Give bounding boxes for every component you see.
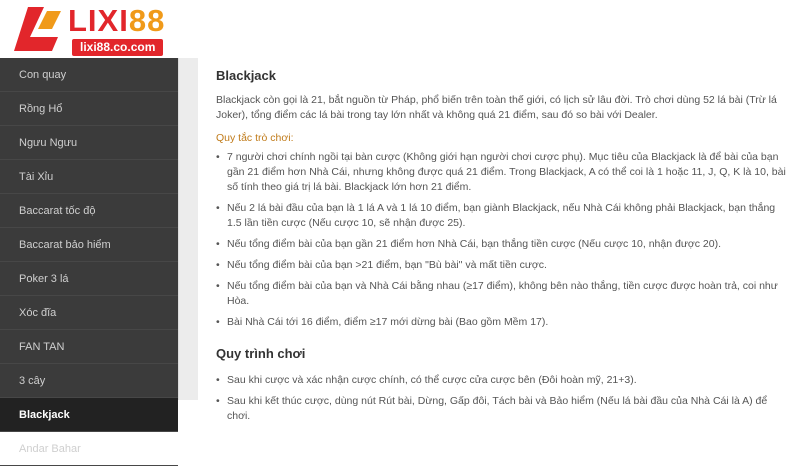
sidebar-item-poker-3-la[interactable]: Poker 3 lá [0, 262, 178, 296]
intro-paragraph: Blackjack còn gọi là 21, bắt nguồn từ Pháp, phổ biến trên toàn thế giới, có lịch sử lâu đời. Trò chơi dùng 52 lá bài (Trừ lá Joker), tổng điểm các lá bài trong tay lớn nhất và không quá 21 điểm, sau đó so bài với Dealer. [216, 94, 777, 121]
list-item: • Nếu 2 lá bài đầu của bạn là 1 lá A và 1 lá 10 điểm, bạn giành Blackjack, nếu Nhà Cái không phải Blackjack, bạn thắng 1.5 lần tiền cược (Nếu cược 10, sẽ nhận được 25). [216, 201, 786, 231]
header [0, 0, 800, 58]
sidebar [0, 58, 178, 455]
sidebar-item-3-cay[interactable]: 3 cây [0, 364, 178, 398]
sidebar-item-tai-xiu[interactable]: Tài Xỉu [0, 160, 178, 194]
logo-url: lixi88.co.com [72, 39, 163, 56]
sidebar-item-baccarat-toc-do[interactable]: Baccarat tốc độ [0, 194, 178, 228]
logo-l-mark-icon [14, 7, 66, 53]
list-item: • Sau khi cược và xác nhận cược chính, có thể cược cửa cược bên (Đôi hoàn mỹ, 21+3). [216, 373, 786, 388]
sidebar-item-fan-tan[interactable]: FAN TAN [0, 330, 178, 364]
sidebar-item-blackjack[interactable]: Blackjack [0, 398, 178, 432]
sidebar-item-nguu-nguu[interactable]: Ngưu Ngưu [0, 126, 178, 160]
logo-brand-red: LIXI [68, 3, 129, 38]
process-title: Quy trình chơi [216, 346, 306, 361]
sidebar-item-rong-ho[interactable]: Rồng Hổ [0, 92, 178, 126]
sidebar-scroll-strip[interactable] [178, 58, 198, 400]
sidebar-item-baccarat-bao-hiem[interactable]: Baccarat bảo hiểm [0, 228, 178, 262]
rules-list [216, 150, 786, 330]
list-item: • 7 người chơi chính ngồi tại bàn cược (Không giới hạn người chơi cược phụ). Mục tiêu của Blackjack là để bài của bạn gần 21 điểm hơn Nhà Cái, nhưng không được quá 21 điểm. Trong Blackjack, A có thể coi là 1 hoặc 11, J, Q, K là 10, bài số tính theo giá trị lá bài. Blackjack lớn hơn 21 điểm. [216, 150, 786, 195]
list-item: • Bài Nhà Cái tới 16 điểm, điểm ≥17 mới dừng bài (Bao gồm Mềm 17). [216, 315, 786, 330]
list-item: • Nếu tổng điểm bài của bạn và Nhà Cái bằng nhau (≥17 điểm), không bên nào thắng, tiền cược được hoàn trả, coi như Hòa. [216, 279, 786, 309]
site-logo[interactable] [14, 5, 214, 55]
logo-brand-num: 88 [128, 3, 166, 38]
main-content [216, 58, 786, 422]
sidebar-item-xoc-dia[interactable]: Xóc đĩa [0, 296, 178, 330]
list-item: • Nếu tổng điểm bài của bạn >21 điểm, bạn "Bù bài" và mất tiền cược. [216, 258, 786, 273]
page-title: Blackjack [216, 68, 276, 83]
sidebar-item-andar-bahar[interactable]: Andar Bahar [0, 432, 178, 466]
list-item: • Sau khi kết thúc cược, dùng nút Rút bài, Dừng, Gấp đôi, Tách bài và Bảo hiểm (Nếu lá bài đầu của Nhà Cái là A) để chơi. [216, 394, 786, 424]
process-list [216, 373, 786, 424]
sidebar-item-con-quay[interactable]: Con quay [0, 58, 178, 92]
logo-wordmark [68, 4, 165, 38]
rules-heading: Quy tắc trò chơi: [216, 132, 294, 144]
list-item: • Nếu tổng điểm bài của bạn gần 21 điểm hơn Nhà Cái, bạn thắng tiền cược (Nếu cược 10, nhận được 20). [216, 237, 786, 252]
